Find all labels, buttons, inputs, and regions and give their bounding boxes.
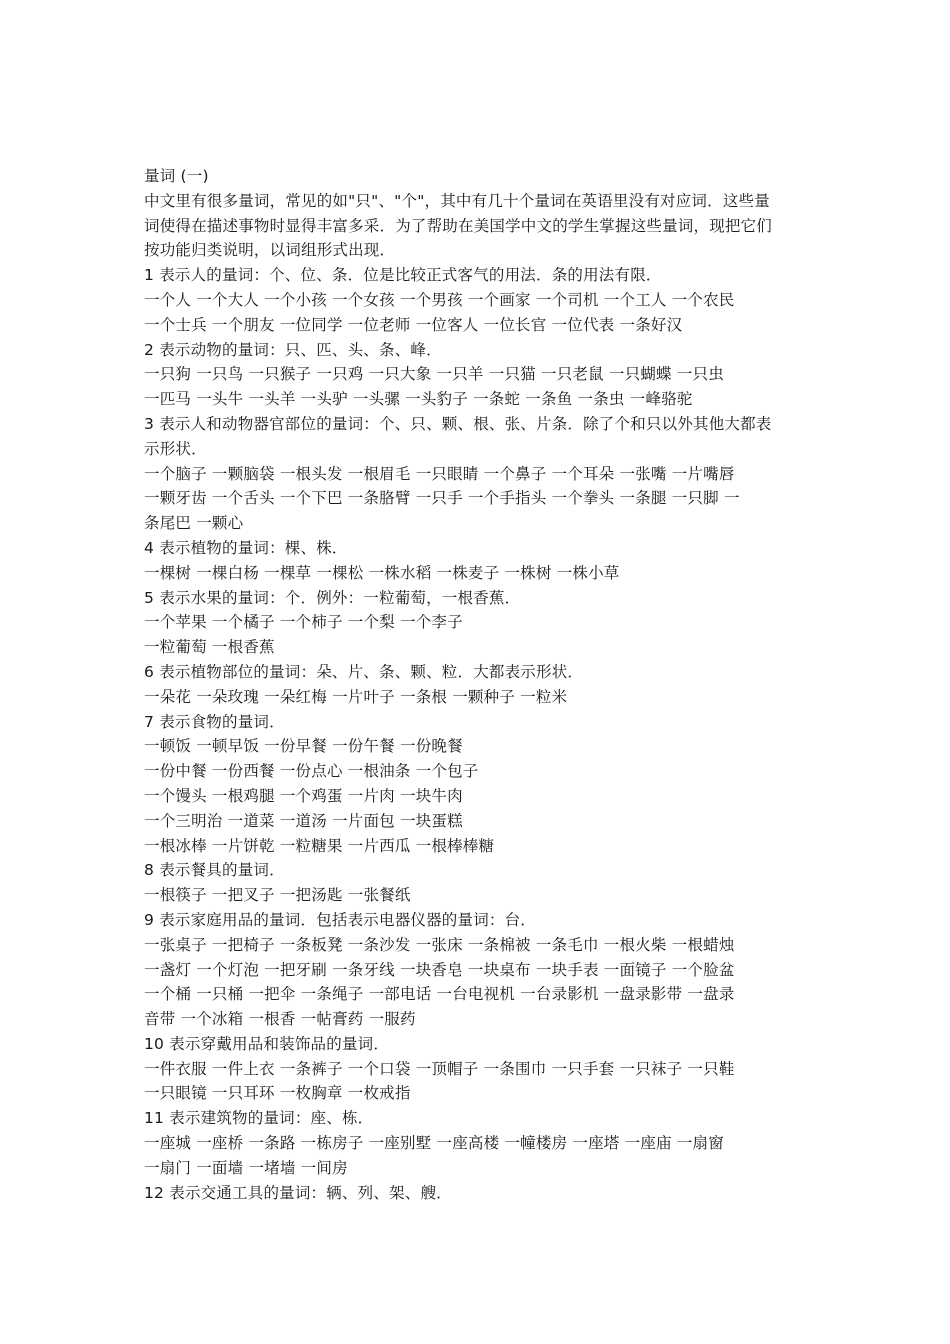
- section-heading: 11 表示建筑物的量词：座、栋．: [144, 1109, 374, 1128]
- text-line: 一棵树 一棵白杨 一棵草 一棵松 一株水稻 一株麦子 一株树 一株小草: [144, 563, 620, 582]
- text-line: 示形状．: [144, 439, 207, 458]
- section-heading: 12 表示交通工具的量词：辆、列、架、艘．: [144, 1183, 452, 1202]
- text-line: 一个脑子 一颗脑袋 一根头发 一根眉毛 一只眼睛 一个鼻子 一个耳朵 一张嘴 一片嘴唇: [144, 464, 735, 483]
- text-line: 一份中餐 一份西餐 一份点心 一根油条 一个包子: [144, 762, 479, 781]
- text-line: 一个三明治 一道菜 一道汤 一片面包 一块蛋糕: [144, 811, 463, 830]
- document-body: [144, 164, 810, 1205]
- text-line: 一个士兵 一个朋友 一位同学 一位老师 一位客人 一位长官 一位代表 一条好汉: [144, 315, 683, 334]
- text-line: 一根筷子 一把叉子 一把汤匙 一张餐纸: [144, 886, 411, 905]
- text-line: 一颗牙齿 一个舌头 一个下巴 一条胳臂 一只手 一个手指头 一个拳头 一条腿 一只脚 一: [144, 489, 740, 508]
- text-line: 一根冰棒 一片饼乾 一粒糖果 一片西瓜 一根棒棒糖: [144, 836, 495, 855]
- text-line: 一个馒头 一根鸡腿 一个鸡蛋 一片肉 一块牛肉: [144, 786, 463, 805]
- document-title: 量词 (一): [144, 167, 209, 185]
- text-line: 一盏灯 一个灯泡 一把牙刷 一条牙线 一块香皂 一块桌布 一块手表 一面镜子 一个脸盆: [144, 960, 735, 979]
- section-heading: 7 表示食物的量词．: [144, 712, 285, 731]
- section-heading: 3 表示人和动物器官部位的量词：个、只、颗、根、张、片条．除了个和只以外其他大都表: [144, 414, 772, 433]
- text-line: 一个桶 一只桶 一把伞 一条绳子 一部电话 一台电视机 一台录影机 一盘录影带 一盘录: [144, 985, 735, 1004]
- text-line: 一粒葡萄 一根香蕉: [144, 638, 275, 657]
- text-line: 一座城 一座桥 一条路 一栋房子 一座别墅 一座高楼 一幢楼房 一座塔 一座庙 一扇窗: [144, 1134, 724, 1153]
- text-line: 一朵花 一朵玫瑰 一朵红梅 一片叶子 一条根 一颗种子 一粒米: [144, 687, 568, 706]
- text-line: 一只狗 一只鸟 一只猴子 一只鸡 一只大象 一只羊 一只猫 一只老鼠 一只蝴蝶 一只虫: [144, 365, 724, 384]
- section-heading: 4 表示植物的量词：棵、株．: [144, 538, 348, 557]
- section-heading: 9 表示家庭用品的量词．包括表示电器仪器的量词：台．: [144, 910, 536, 929]
- text-line: 一件衣服 一件上衣 一条裤子 一个口袋 一顶帽子 一条围巾 一只手套 一只袜子 一只鞋: [144, 1059, 735, 1078]
- text-line: 一顿饭 一顿早饭 一份早餐 一份午餐 一份晚餐: [144, 737, 463, 756]
- text-line: 音带 一个冰箱 一根香 一帖膏药 一服药: [144, 1010, 416, 1029]
- text-line: 一张桌子 一把椅子 一条板凳 一条沙发 一张床 一条棉被 一条毛巾 一根火柴 一根蜡烛: [144, 935, 735, 954]
- section-heading: 1 表示人的量词：个、位、条．位是比较正式客气的用法．条的用法有限．: [144, 266, 662, 285]
- text-line: 一匹马 一头牛 一头羊 一头驴 一头骡 一头豹子 一条蛇 一条鱼 一条虫 一峰骆驼: [144, 390, 693, 409]
- text-line: 一只眼镜 一只耳环 一枚胸章 一枚戒指: [144, 1084, 411, 1103]
- text-line: 中文里有很多量词，常见的如"只"、"个"，其中有几十个量词在英语里没有对应词．这些量: [144, 191, 770, 210]
- text-line: 一个人 一个大人 一个小孩 一个女孩 一个男孩 一个画家 一个司机 一个工人 一个农民: [144, 290, 735, 309]
- section-heading: 8 表示餐具的量词．: [144, 861, 285, 880]
- text-line: 条尾巴 一颗心: [144, 514, 244, 533]
- text-line: 一个苹果 一个橘子 一个柿子 一个梨 一个李子: [144, 613, 463, 632]
- section-heading: 6 表示植物部位的量词：朵、片、条、颗、粒．大都表示形状．: [144, 662, 584, 681]
- section-heading: 5 表示水果的量词：个．例外：一粒葡萄，一根香蕉．: [144, 588, 521, 607]
- text-line: 一扇门 一面墙 一堵墙 一间房: [144, 1158, 348, 1177]
- text-line: 词使得在描述事物时显得丰富多采．为了帮助在美国学中文的学生掌握这些量词，现把它们: [144, 216, 773, 235]
- section-heading: 2 表示动物的量词：只、匹、头、条、峰．: [144, 340, 442, 359]
- section-heading: 10 表示穿戴用品和装饰品的量词．: [144, 1034, 390, 1053]
- text-line: 按功能归类说明，以词组形式出现．: [144, 241, 396, 260]
